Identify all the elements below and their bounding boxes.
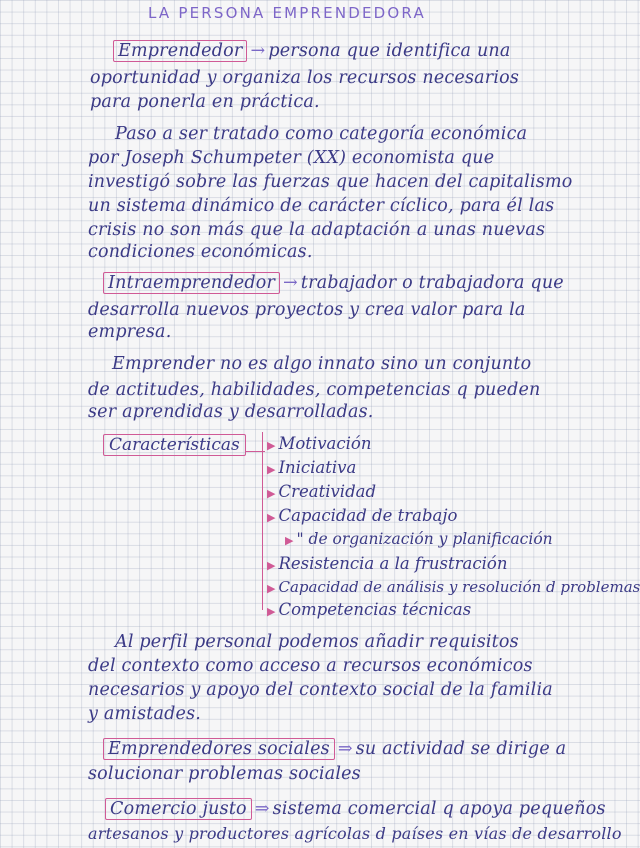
characteristics-box: Características	[103, 434, 246, 456]
double-arrow-icon: ⇒	[337, 739, 353, 759]
text-line: desarrolla nuevos proyectos y crea valor para la	[88, 300, 526, 320]
term-comercio-justo-box: Comercio justo	[105, 798, 252, 820]
text-line: Emprender no es algo innato sino un conjunto	[112, 354, 532, 374]
page-title: LA PERSONA EMPRENDEDORA	[148, 4, 426, 22]
list-item: ▶ Capacidad de análisis y resolución d problemas	[267, 578, 640, 596]
arrow-bullet-icon: ▶	[267, 439, 276, 452]
arrow-bullet-icon: ▶	[267, 582, 276, 595]
text-line: para ponerla en práctica.	[90, 92, 320, 112]
arrow-bullet-icon: ▶	[267, 605, 276, 618]
text-line: investigó sobre las fuerzas que hacen del capitalismo	[88, 172, 573, 192]
definition-emprendedores-sociales-line-1: Emprendedores sociales ⇒ su actividad se dirige a	[103, 738, 566, 760]
list-item: ▶ " de organización y planificación	[285, 530, 553, 548]
text-line: ser aprendidas y desarrolladas.	[88, 402, 374, 422]
text-line: por Joseph Schumpeter (XX) economista que	[88, 148, 495, 168]
text-line: necesarios y apoyo del contexto social de la familia	[88, 680, 553, 700]
text-line: Paso a ser tratado como categoría económica	[115, 124, 528, 144]
text-line: artesanos y productores agrícolas d países en vías de desarrollo	[88, 824, 622, 843]
text-line: Al perfil personal podemos añadir requisitos	[115, 632, 519, 652]
arrow-bullet-icon: ▶	[267, 559, 276, 572]
definition-intraemprendedor-line-1: Intraemprendedor → trabajador o trabajadora que	[103, 272, 564, 294]
text-line: crisis no son más que la adaptación a unas nuevas	[88, 220, 546, 240]
text-line: condiciones económicas.	[88, 242, 313, 262]
text-line: de actitudes, habilidades, competencias q pueden	[88, 380, 541, 400]
arrow-icon: →	[250, 41, 266, 61]
list-item: ▶ Creatividad	[267, 482, 377, 501]
arrow-bullet-icon: ▶	[285, 534, 294, 547]
text-line: del contexto como acceso a recursos económicos	[88, 656, 533, 676]
arrow-bullet-icon: ▶	[267, 487, 276, 500]
text-line: y amistades.	[88, 704, 202, 724]
definition-emprendedor-line-1: Emprendedor → persona que identifica una	[113, 40, 511, 62]
term-emprendedores-sociales-box: Emprendedores sociales	[103, 738, 335, 760]
text-line: empresa.	[88, 322, 172, 342]
arrow-icon: →	[283, 273, 298, 293]
term-emprendedor-box: Emprendedor	[113, 40, 247, 62]
list-item: ▶ Resistencia a la frustración	[267, 554, 508, 573]
list-item: ▶ Motivación	[267, 434, 372, 453]
text-line: oportunidad y organiza los recursos necesarios	[90, 68, 520, 88]
arrow-bullet-icon: ▶	[267, 463, 276, 476]
list-item: ▶ Iniciativa	[267, 458, 357, 477]
list-item: ▶ Competencias técnicas	[267, 600, 472, 619]
definition-comercio-justo-line-1: Comercio justo ⇒ sistema comercial q apoya pequeños	[105, 798, 606, 820]
text-line: un sistema dinámico de carácter cíclico, para él las	[88, 196, 555, 216]
list-item: ▶ Capacidad de trabajo	[267, 506, 458, 525]
term-intraemprendedor-box: Intraemprendedor	[103, 272, 280, 294]
double-arrow-icon: ⇒	[254, 799, 270, 819]
characteristics-list	[262, 432, 640, 619]
arrow-bullet-icon: ▶	[267, 511, 276, 524]
text-line: solucionar problemas sociales	[88, 764, 361, 784]
